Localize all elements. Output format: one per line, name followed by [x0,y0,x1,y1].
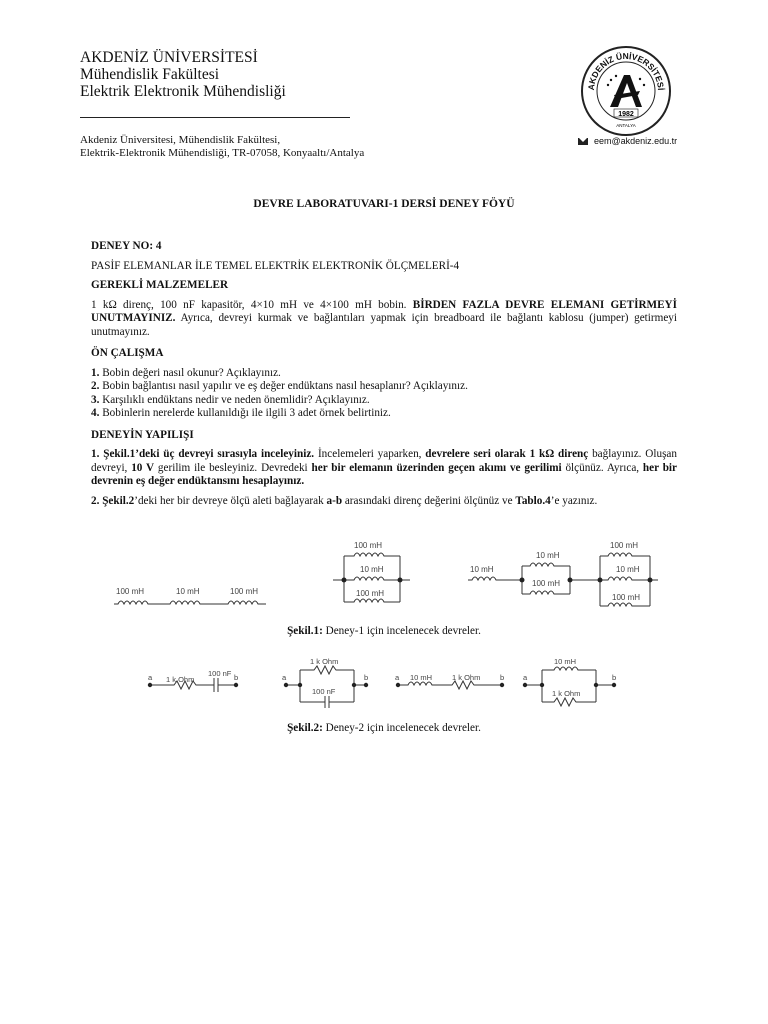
prework-item-4: 4. Bobinlerin nerelerde kullanıldığı ile ilgili 3 adet örnek belirtiniz. [91,407,391,419]
prework-item-1: 1. Bobin değeri nasıl okunur? Açıklayınız. [91,366,281,379]
logo-city: ANTALYA [616,123,636,128]
f2-c1-b: b [234,673,239,682]
f1-mixed-label-4: 100 mH [610,541,639,550]
f2-c3-resistor: 1 k Ohm [452,673,481,682]
figure-2-caption: Şekil.2: Deney-2 için incelenecek devreler. [287,722,481,734]
f2-c2-capacitor: 100 nF [312,687,336,696]
f2-c2-b: b [364,673,369,682]
figure-1-caption: Şekil.1: Deney-1 için incelenecek devreler. [287,625,481,637]
logo-year: 1982 [618,111,634,118]
logo-ring-text: AKDENİZ ÜNİVERSİTESİ [585,50,667,91]
f2-c2-a: a [282,673,287,682]
f1-mixed-label-1: 10 mH [470,565,494,574]
address-line-2: Elektrik-Elektronik Mühendisliği, TR-07058, Konyaaltı/Antalya [80,146,365,159]
f1-series-label-2: 10 mH [176,587,200,596]
f1-parallel-label-1: 100 mH [354,541,383,550]
f1-series-label-1: 100 mH [116,587,145,596]
f2-c3-inductor: 10 mH [410,673,433,682]
envelope-icon [578,138,588,145]
f2-c4-inductor: 10 mH [554,657,577,666]
main-content [91,240,677,508]
materials-heading: GEREKLİ MALZEMELER [91,279,229,291]
procedure-step-1: 1. Şekil.1’deki üç devreyi sırasıyla inceleyiniz. İncelemeleri yaparken, devrelere seri olarak 1 kΩ direnç bağlayınız. Oluşan devreyi, 10 V gerilim ile besleyiniz. Devredeki her bir elemanın üzerinden geçen akımı ve gerilimi ölçünüz. Ayrıca, her bir devrenin eş değer endüktansını hesaplayınız. [91,448,677,487]
f1-series-label-3: 100 mH [230,587,259,596]
f2-c1-a: a [148,673,153,682]
procedure-heading: DENEYİN YAPILIŞI [91,428,194,441]
email-contact [578,136,677,146]
address-line-1: Akdeniz Üniversitesi, Mühendislik Fakültesi, [80,134,281,146]
f1-mixed-label-3: 100 mH [532,579,561,588]
department-name: Elektrik Elektronik Mühendisliği [80,83,286,100]
figure-2-circuits [140,656,640,722]
experiment-subject: PASİF ELEMANLAR İLE TEMEL ELEKTRİK ELEKTRONİK ÖLÇMELERİ-4 [91,259,460,272]
f2-c3-a: a [395,673,400,682]
procedure-step-2: 2. Şekil.2’deki her bir devreye ölçü aleti bağlayarak a-b arasındaki direnç değerini ölçünüz ve Tablo.4’e yazınız. [91,494,598,507]
figure-1-circuits [100,536,670,614]
f1-parallel-label-2: 10 mH [360,565,384,574]
email-address[interactable]: eem@akdeniz.edu.tr [594,136,678,146]
f2-c1-capacitor: 100 nF [208,669,232,678]
header-divider [80,117,350,118]
institution-block [80,49,286,100]
f1-mixed-label-6: 100 mH [612,593,641,602]
prework-heading: ÖN ÇALIŞMA [91,347,164,359]
address-block [80,134,364,159]
f1-mixed-label-5: 10 mH [616,565,640,574]
f1-parallel-label-3: 100 mH [356,589,385,598]
prework-item-2: 2. Bobin bağlantısı nasıl yapılır ve eş değer endüktans nasıl hesaplanır? Açıklayınız. [91,380,468,392]
f2-c4-b: b [612,673,617,682]
f2-c3-b: b [500,673,505,682]
f2-c2-resistor: 1 k Ohm [310,657,339,666]
materials-text: 1 kΩ direnç, 100 nF kapasitör, 4×10 mH ve 4×100 mH bobin. BİRDEN FAZLA DEVRE ELEMANI GETİRMEYİ UNUTMAYINIZ. Ayrıca, devreyi kurmak ve bağlantıları yapmak için breadboard ile bağlantı kablosu (jumper) getirmeyi unutmayınız. [91,298,677,338]
document-title: DEVRE LABORATUVARI-1 DERSİ DENEY FÖYÜ [253,198,515,210]
f2-c1-resistor: 1 k Ohm [166,675,195,684]
f2-c4-a: a [523,673,528,682]
f2-c4-resistor: 1 k Ohm [552,689,581,698]
faculty-name: Mühendislik Fakültesi [80,66,220,83]
university-name: AKDENİZ ÜNİVERSİTESİ [80,49,258,66]
university-logo [580,45,672,137]
experiment-number: DENEY NO: 4 [91,240,162,252]
f1-mixed-label-2: 10 mH [536,551,560,560]
prework-item-3: 3. Karşılıklı endüktans nedir ve neden önemlidir? Açıklayınız. [91,393,370,406]
